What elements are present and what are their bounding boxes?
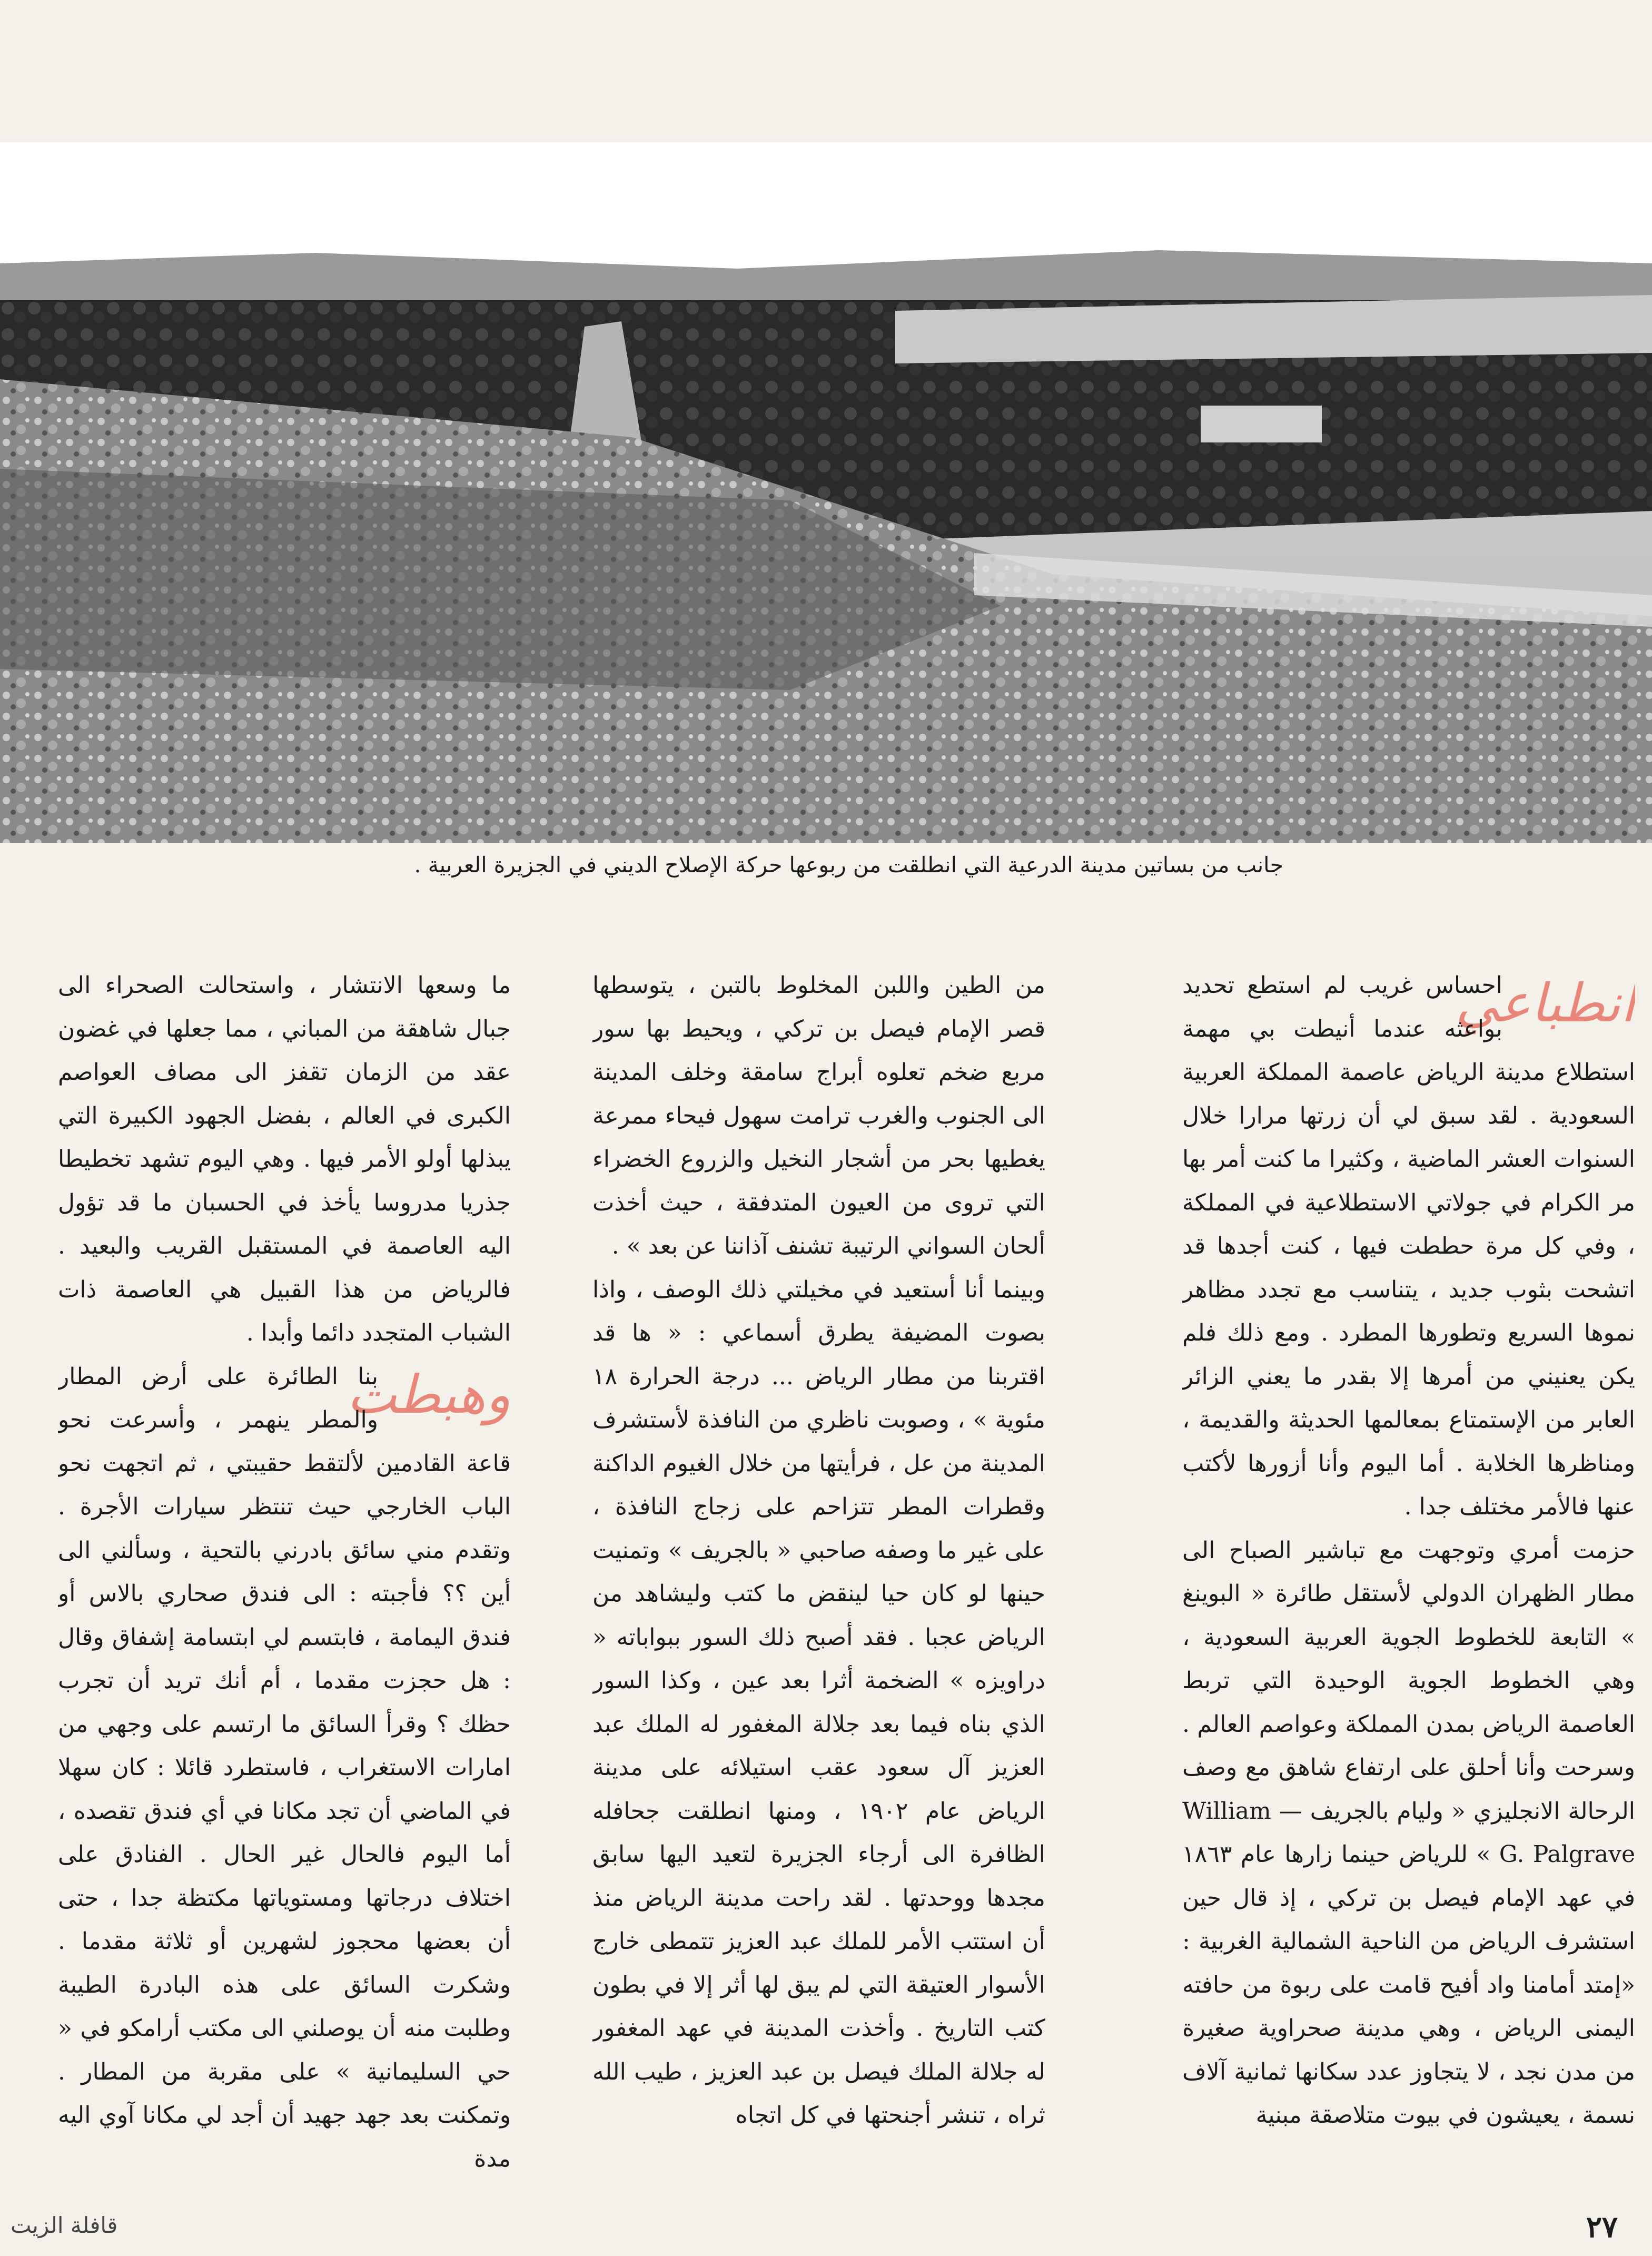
section-heading-intibai: انطباعي	[1455, 972, 1635, 1034]
paragraph: حزمت أمري وتوجهت مع تباشير الصباح الى مطار الظهران الدولي لأستقل طائرة « البوينغ » التابعة للخطوط الجوية العربية السعودية ، وهي الخطوط الجوية الوحيدة التي تربط العاصمة الرياض بمدن المملكة وعواصم العالم . وسرحت وأنا أحلق على ارتفاع شاهق مع وصف الرحالة الانجليزي « وليام بالجريف — William G. Palgrave » للرياض حينما زارها عام ١٨٦٣ في عهد الإمام فيصل بن تركي ، إذ قال حين استشرف الرياض من الناحية الشمالية الغربية : «إمتد أمامنا واد أفيح قامت على ربوة من حافته اليمنى الرياض ، وهي مدينة صحراوية صغيرة من مدن نجد ، لا يتجاوز عدد سكانها ثمانية آلاف نسمة ، يعيشون في بيوت متلاصقة مبنية	[1182, 1536, 1635, 2129]
photo-caption: جانب من بساتين مدينة الدرعية التي انطلقت من ربوعها حركة الإصلاح الديني في الجزيرة العربية .	[414, 852, 1283, 878]
section-heading-wahabatat: وهبطت	[347, 1363, 511, 1425]
paragraph: احساس غريب لم استطع تحديد بواعثه عندما أنيطت بي مهمة استطلاع مدينة الرياض عاصمة المملكة العربية السعودية . لقد سبق لي أن زرتها مرارا خلال السنوات العشر الماضية ، وكثيرا ما كنت أمر بها مر الكرام في جولاتي الاستطلاعية في المملكة ، وفي كل مرة حططت فيها ، كنت أجدها قد اتشحت بثوب جديد ، يتناسب مع تجدد مظاهر نموها السريع وتطورها المطرد . ومع ذلك فلم يكن يعنيني من أمرها إلا بقدر ما يعني الزائر العابر من الإستمتاع بمعالمها الحديثة والقديمة ، ومناظرها الخلابة . أما اليوم وأنا أزورها لأكتب عنها فالأمر مختلف جدا .	[1182, 972, 1635, 1520]
article-column-1	[1182, 964, 1635, 2191]
page-number: ٢٧	[1586, 2210, 1618, 2244]
photo-diriyah-gardens	[0, 142, 1652, 843]
article-column-3	[58, 964, 511, 2191]
paragraph: وبينما أنا أستعيد في مخيلتي ذلك الوصف ، واذا بصوت المضيفة يطرق أسماعي : « ها قد اقتربنا من مطار الرياض ... درجة الحرارة ١٨ مئوية » ، وصوبت ناظري من النافذة لأستشرف المدينة من عل ، فرأيتها من خلال الغيوم الداكنة وقطرات المطر تتزاحم على زجاج النافذة ، على غير ما وصفه صاحبي « بالجريف » وتمنيت حينها لو كان حيا لينقض ما كتب وليشاهد من الرياض عجبا . فقد أصبح ذلك السور ببواباته « دراويزه » الضخمة أثرا بعد عين ، وكذا السور الذي بناه فيما بعد جلالة المغفور له الملك عبد العزيز آل سعود عقب استيلائه على مدينة الرياض عام ١٩٠٢ ، ومنها انطلقت جحافله الظافرة الى أرجاء الجزيرة لتعيد اليها سابق مجدها ووحدتها . لقد راحت مدينة الرياض منذ أن استتب الأمر للملك عبد العزيز تتمطى خارج الأسوار العتيقة التي لم يبق لها أثر إلا في بطون كتب التاريخ . وأخذت المدينة في عهد المغفور له جلالة الملك فيصل بن عبد العزيز ، طيب الله ثراه ، تنشر أجنحتها في كل اتجاه	[592, 1276, 1045, 2129]
paragraph: ما وسعها الانتشار ، واستحالت الصحراء الى جبال شاهقة من المباني ، مما جعلها في غضون عقد من الزمان تقفز الى مصاف العواصم الكبرى في العالم ، بفضل الجهود الكبيرة التي يبذلها أولو الأمر فيها . وهي اليوم تشهد تخطيطا جذريا مدروسا يأخذ في الحسبان ما قد تؤول اليه العاصمة في المستقبل القريب والبعيد . فالرياض من هذا القبيل هي العاصمة ذات الشباب المتجدد دائما وأبدا .	[58, 972, 511, 1346]
paragraph: من الطين واللبن المخلوط بالتبن ، يتوسطها قصر الإمام فيصل بن تركي ، ويحيط بها سور مربع ضخم تعلوه أبراج سامقة وخلف المدينة الى الجنوب والغرب ترامت سهول فيحاء ممرعة يغطيها بحر من أشجار النخيل والزروع الخضراء التي تروى من العيون المتدفقة ، حيث أخذت ألحان السواني الرتيبة تشنف آذاننا عن بعد » .	[592, 972, 1045, 1259]
magazine-name: قافلة الزيت	[11, 2212, 118, 2238]
paragraph: بنا الطائرة على أرض المطار والمطر ينهمر ، وأسرعت نحو قاعة القادمين لألتقط حقيبتي ، ثم اتجهت نحو الباب الخارجي حيث تنتظر سيارات الأجرة . وتقدم مني سائق بادرني بالتحية ، وسألني الى أين ؟؟ فأجبته : الى فندق صحاري بالاس أو فندق اليمامة ، فابتسم لي ابتسامة إشفاق وقال : هل حجزت مقدما ، أم أنك تريد أن تجرب حظك ؟ وقرأ السائق ما ارتسم على وجهي من امارات الاستغراب ، فاستطرد قائلا : كان سهلا في الماضي أن تجد مكانا في أي فندق تقصده ، أما اليوم فالحال غير الحال . الفنادق على اختلاف درجاتها ومستوياتها مكتظة جدا ، حتى أن بعضها محجوز لشهرين أو ثلاثة مقدما . وشكرت السائق على هذه البادرة الطيبة وطلبت منه أن يوصلني الى مكتب أرامكو في « حي السليمانية » على مقربة من المطار . وتمكنت بعد جهد جهيد أن أجد لي مكانا آوي اليه مدة	[58, 1363, 511, 2172]
article-column-2	[592, 964, 1045, 2191]
